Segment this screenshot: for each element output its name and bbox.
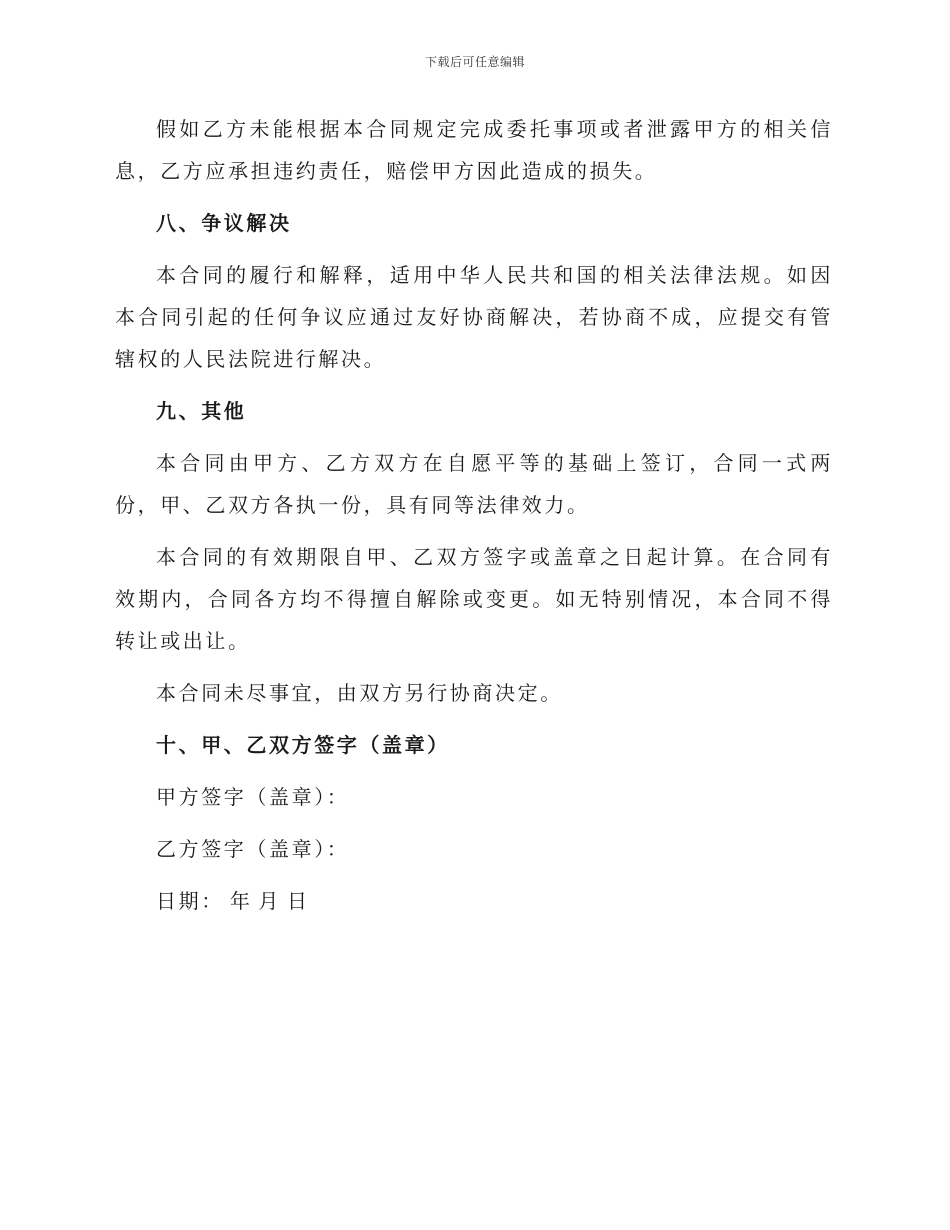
signature-party-a-label: 甲方签字（盖章）： — [156, 785, 350, 809]
signature-party-b-label: 乙方签字（盖章）： — [156, 837, 350, 861]
date-month: 月 — [258, 889, 282, 913]
page-header: 下载后可任意编辑 — [424, 55, 525, 69]
heading-dispute-resolution: 八、争议解决 — [156, 211, 292, 235]
paragraph-other-copies: 本合同由甲方、乙方双方在自愿平等的基础上签订，合同一式两份，甲、乙双方各执一份，具有同等法律效力。 — [115, 451, 833, 517]
date-label: 日期： — [156, 889, 224, 913]
heading-other: 九、其他 — [156, 399, 247, 423]
signature-party-a — [115, 776, 833, 818]
document-body — [115, 108, 833, 922]
paragraph-liability: 假如乙方未能根据本合同规定完成委托事项或者泄露甲方的相关信息，乙方应承担违约责任，赔偿甲方因此造成的损失。 — [115, 117, 833, 183]
heading-signatures: 十、甲、乙双方签字（盖章） — [156, 733, 450, 757]
signature-date — [115, 880, 833, 922]
signature-party-b — [115, 828, 833, 870]
date-year: 年 — [229, 889, 253, 913]
paragraph-other-validity: 本合同的有效期限自甲、乙双方签字或盖章之日起计算。在合同有效期内，合同各方均不得擅自解除或变更。如无特别情况，本合同不得转让或出让。 — [115, 545, 833, 653]
date-day: 日 — [287, 889, 310, 913]
paragraph-other-unresolved: 本合同未尽事宜，由双方另行协商决定。 — [156, 681, 563, 705]
paragraph-dispute-resolution: 本合同的履行和解释，适用中华人民共和国的相关法律法规。如因本合同引起的任何争议应通过友好协商解决，若协商不成，应提交有管辖权的人民法院进行解决。 — [115, 263, 833, 371]
